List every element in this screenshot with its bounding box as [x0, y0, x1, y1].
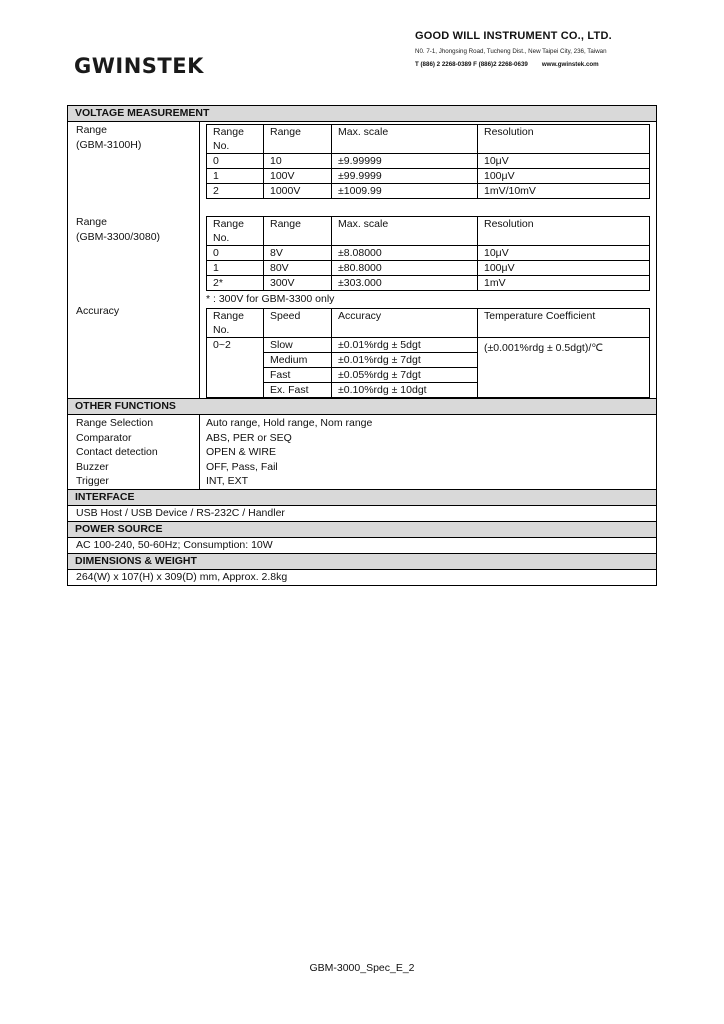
interface-value: USB Host / USB Device / RS-232C / Handler [68, 506, 656, 522]
section-heading-other: OTHER FUNCTIONS [68, 399, 656, 415]
table-row: Ex. Fast ±0.10%rdg ± 10dgt [207, 383, 650, 398]
table-row: Fast ±0.05%rdg ± 7dgt [207, 368, 650, 383]
table-row: 0 10 ±9.99999 10μV [207, 154, 650, 169]
power-value: AC 100-240, 50-60Hz; Consumption: 10W [68, 538, 656, 554]
header-cell: Range [264, 217, 332, 246]
header-cell: Temperature Coefficient [478, 309, 650, 338]
header-cell: Range No. [207, 217, 264, 246]
range-note: * : 300V for GBM-3300 only [206, 293, 335, 305]
range-a-model: (GBM-3100H) [76, 139, 142, 151]
company-info [415, 30, 655, 68]
accuracy-range-cell: 0~2 [207, 338, 264, 398]
other-functions-body [68, 415, 656, 490]
table-row: 0 8V ±8.08000 10μV [207, 246, 650, 261]
table-header-row [207, 309, 650, 338]
table-row: Medium ±0.01%rdg ± 7dgt [207, 353, 650, 368]
phone-fax: T (886) 2 2268-0389 F (886)2 2268-0639 [415, 61, 528, 68]
header-cell: Resolution [478, 217, 650, 246]
accuracy-table [206, 308, 650, 398]
table-header-row [207, 125, 650, 154]
list-item: Contact detection OPEN & WIRE [76, 446, 277, 458]
header-cell: Max. scale [332, 125, 478, 154]
table-header-row [207, 217, 650, 246]
company-logo: GWINSTEK [74, 54, 204, 78]
range-b-model: (GBM-3300/3080) [76, 231, 161, 243]
table-row: 2 1000V ±1009.99 1mV/10mV [207, 184, 650, 199]
column-divider [199, 122, 200, 398]
header-cell: Range No. [207, 309, 264, 338]
header-cell: Range [264, 125, 332, 154]
header-cell: Resolution [478, 125, 650, 154]
section-heading-interface: INTERFACE [68, 490, 656, 506]
website: www.gwinstek.com [541, 61, 599, 68]
range-table-a [206, 124, 650, 199]
range-a-label: Range [76, 124, 107, 136]
temp-coefficient-cell: (±0.001%rdg ± 0.5dgt)/℃ [478, 338, 650, 398]
header-cell: Speed [264, 309, 332, 338]
accuracy-label: Accuracy [76, 305, 120, 317]
range-b-label: Range [76, 216, 107, 228]
voltage-body [68, 122, 656, 399]
section-heading-power: POWER SOURCE [68, 522, 656, 538]
list-item: Trigger INT, EXT [76, 475, 249, 487]
header-cell: Accuracy [332, 309, 478, 338]
dimensions-value: 264(W) x 107(H) x 309(D) mm, Approx. 2.8kg [76, 571, 288, 583]
range-table-b [206, 216, 650, 291]
company-address: N0. 7-1, Jhongsing Road, Tucheng Dist., New Taipei City, 236, Taiwan [415, 48, 607, 55]
header-cell: Range No. [207, 125, 264, 154]
table-row: 1 100V ±99.9999 100μV [207, 169, 650, 184]
spec-table [67, 105, 657, 586]
table-row: 2* 300V ±303.000 1mV [207, 276, 650, 291]
list-item: Range Selection Auto range, Hold range, Nom range [76, 417, 373, 429]
section-heading-dimensions: DIMENSIONS & WEIGHT [68, 554, 656, 570]
header-cell: Max. scale [332, 217, 478, 246]
company-name: GOOD WILL INSTRUMENT CO., LTD. [415, 30, 612, 42]
section-heading-voltage: VOLTAGE MEASUREMENT [68, 106, 656, 122]
page-footer: GBM-3000_Spec_E_2 [309, 962, 415, 974]
company-contact [415, 61, 655, 68]
list-item: Buzzer OFF, Pass, Fail [76, 460, 278, 473]
list-item: Comparator ABS, PER or SEQ [76, 431, 292, 444]
table-row: 1 80V ±80.8000 100μV [207, 261, 650, 276]
table-row: 0~2 Slow ±0.01%rdg ± 5dgt (±0.001%rdg ± 0.5dgt)/℃ [207, 338, 650, 353]
